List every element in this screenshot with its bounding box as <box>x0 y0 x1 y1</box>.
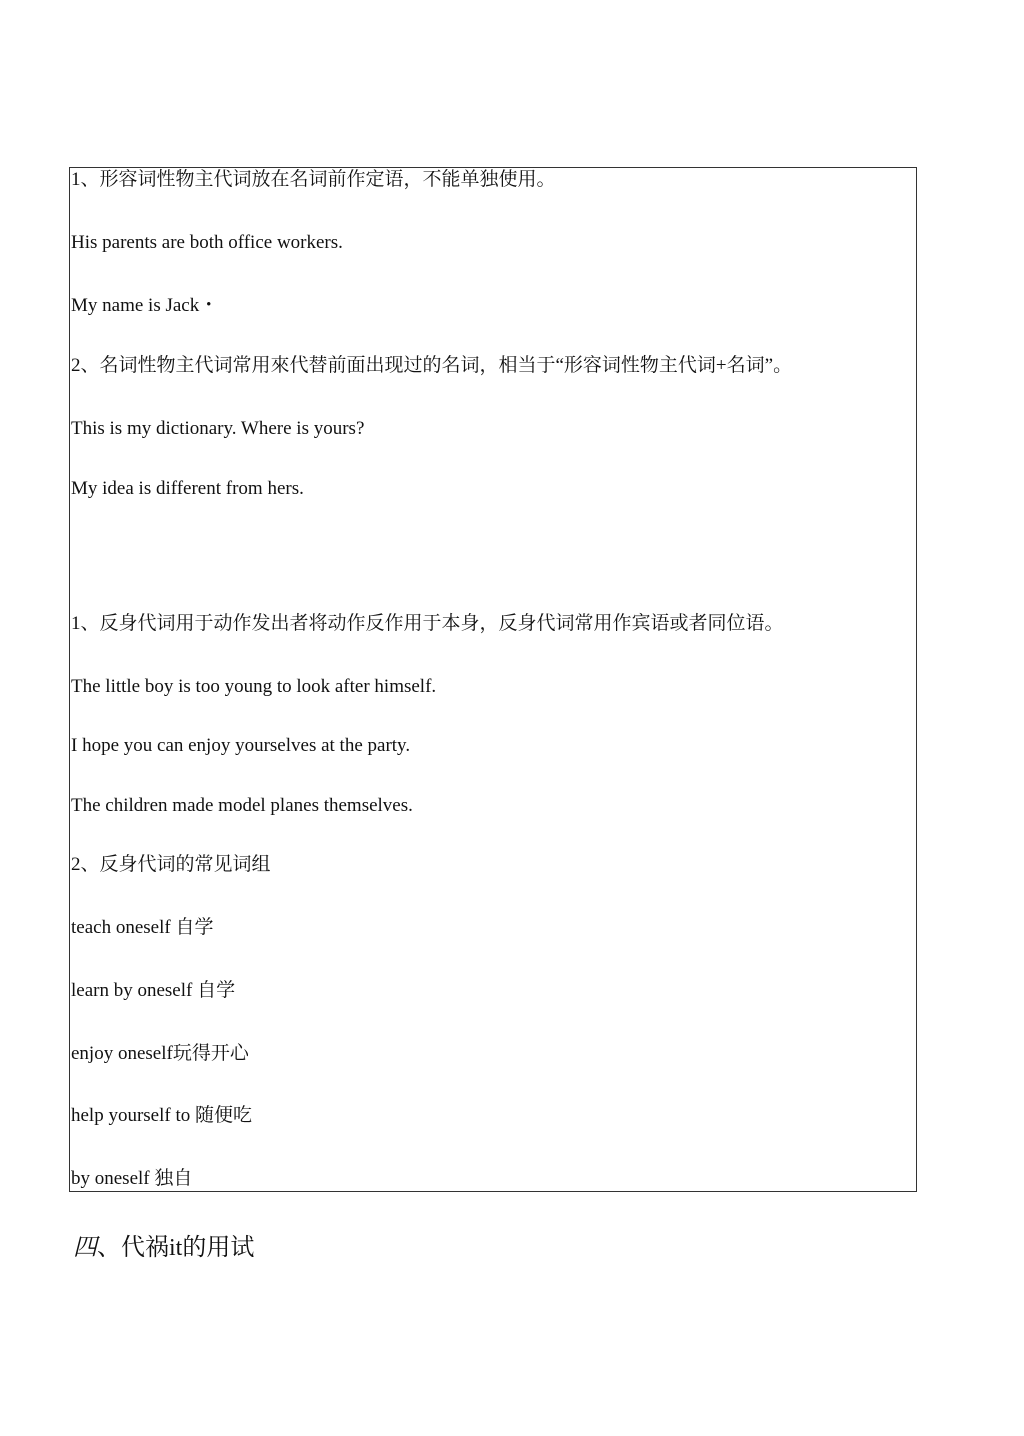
possessive-rule-1: 1、形容词性物主代词放在名词前作定语，不能单独使用。 <box>71 169 556 190</box>
possessive-example-3: This is my dictionary. Where is yours? <box>71 418 365 439</box>
phrase-item: learn by oneself 自学 <box>71 980 236 1001</box>
reflexive-example-3: The children made model planes themselves. <box>71 795 413 816</box>
phrase-item: by oneself 独自 <box>71 1168 193 1189</box>
reflexive-example-2: I hope you can enjoy yourselves at the party. <box>71 735 411 756</box>
possessive-example-2: My name is Jack・ <box>71 295 219 316</box>
possessive-rule-2: 2、名词性物主代词常用來代替前面出现过的名词，相当于“形容词性物主代词+名词”。 <box>71 355 793 376</box>
section-heading <box>73 1232 254 1264</box>
section-title: 、代祸it的用试 <box>97 1235 255 1261</box>
reflexive-example-1: The little boy is too young to look after himself. <box>71 676 437 697</box>
possessive-example-4: My idea is different from hers. <box>71 478 304 499</box>
phrase-item: help yourself to 随便吃 <box>71 1105 253 1126</box>
reflexive-rule-1: 1、反身代词用于动作发出者将动作反作用于本身，反身代词常用作宾语或者同位语。 <box>71 613 784 634</box>
possessive-example-1: His parents are both office workers. <box>71 232 343 253</box>
section-number: 四 <box>73 1235 97 1261</box>
phrase-item: enjoy oneself玩得开心 <box>71 1043 249 1064</box>
reflexive-rule-2: 2、反身代词的常见词组 <box>71 854 271 875</box>
phrase-item: teach oneself 自学 <box>71 917 214 938</box>
